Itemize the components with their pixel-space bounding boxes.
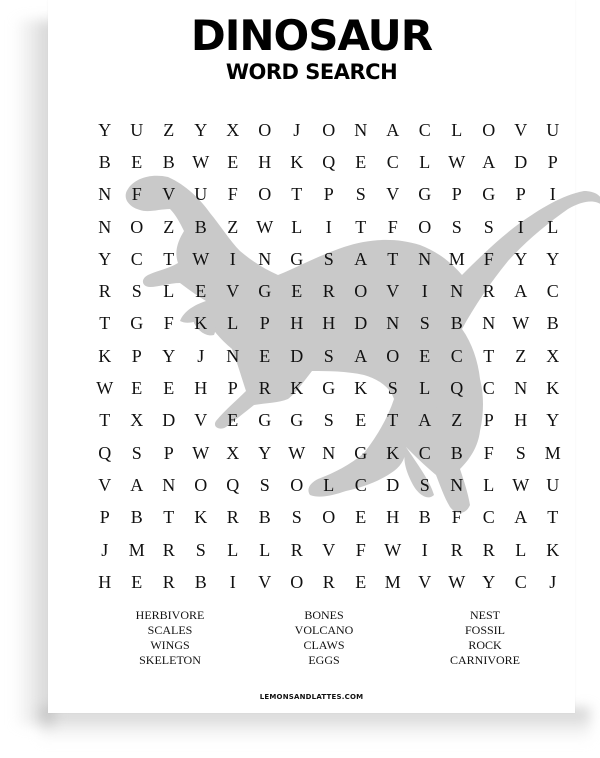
grid-letter[interactable]: U — [130, 119, 144, 140]
grid-letter[interactable]: V — [258, 571, 272, 592]
grid-letter[interactable]: Z — [451, 410, 463, 431]
grid-letter[interactable]: L — [163, 281, 175, 302]
letter-grid — [89, 114, 569, 598]
grid-letter[interactable]: A — [386, 119, 400, 140]
grid-letter[interactable]: K — [194, 313, 208, 334]
grid-row — [89, 308, 569, 340]
grid-letter[interactable]: N — [98, 216, 112, 237]
grid-letter[interactable]: C — [418, 442, 432, 463]
grid-letter[interactable]: E — [195, 281, 207, 302]
grid-letter[interactable]: R — [322, 571, 336, 592]
grid-letter[interactable]: T — [387, 248, 399, 269]
worksheet-page — [48, 0, 575, 713]
word-list-item: EGGS — [308, 653, 340, 667]
grid-letter[interactable]: B — [194, 571, 208, 592]
grid-letter[interactable]: I — [517, 216, 525, 237]
grid-letter[interactable]: R — [482, 281, 496, 302]
word-list-item: FOSSIL — [464, 623, 505, 637]
grid-letter[interactable]: O — [386, 345, 400, 366]
grid-letter[interactable]: K — [386, 442, 400, 463]
grid-letter[interactable]: L — [323, 474, 335, 495]
grid-letter[interactable]: V — [514, 119, 528, 140]
grid-letter[interactable]: P — [547, 151, 559, 172]
grid-letter[interactable]: E — [131, 151, 143, 172]
word-list-column-2 — [259, 608, 389, 668]
grid-letter[interactable]: I — [421, 281, 429, 302]
grid-letter[interactable]: B — [258, 507, 272, 528]
grid-letter[interactable]: R — [162, 539, 176, 560]
grid-letter[interactable]: P — [483, 410, 495, 431]
grid-letter[interactable]: H — [194, 378, 208, 399]
grid-letter[interactable]: F — [451, 507, 463, 528]
grid-letter[interactable]: U — [546, 474, 560, 495]
grid-letter[interactable]: V — [418, 571, 432, 592]
grid-letter[interactable]: P — [515, 184, 527, 205]
grid-row — [89, 114, 569, 146]
grid-letter[interactable]: K — [290, 151, 304, 172]
grid-letter[interactable]: W — [512, 313, 530, 334]
grid-letter[interactable]: R — [450, 539, 464, 560]
grid-row — [89, 566, 569, 598]
grid-letter[interactable]: G — [322, 378, 336, 399]
grid-letter[interactable]: C — [354, 474, 368, 495]
grid-row — [89, 211, 569, 243]
word-list-item: VOLCANO — [294, 623, 354, 637]
grid-letter[interactable]: Z — [163, 216, 175, 237]
page-subtitle: WORD SEARCH — [225, 60, 398, 84]
grid-letter[interactable]: Y — [546, 248, 560, 269]
grid-letter[interactable]: L — [515, 539, 527, 560]
grid-row — [89, 146, 569, 178]
grid-letter[interactable]: A — [354, 345, 368, 366]
grid-row — [89, 437, 569, 469]
grid-letter[interactable]: B — [418, 507, 432, 528]
grid-letter[interactable]: Y — [162, 345, 176, 366]
grid-letter[interactable]: T — [99, 313, 111, 334]
grid-letter[interactable]: F — [483, 442, 495, 463]
grid-letter[interactable]: E — [291, 281, 303, 302]
grid-letter[interactable]: W — [448, 151, 466, 172]
grid-letter[interactable]: S — [291, 507, 303, 528]
grid-letter[interactable]: E — [259, 345, 271, 366]
grid-letter[interactable]: S — [355, 184, 367, 205]
grid-row — [89, 405, 569, 437]
grid-letter[interactable]: B — [162, 151, 176, 172]
grid-letter[interactable]: G — [354, 442, 368, 463]
word-list-item: CARNIVORE — [449, 653, 520, 667]
grid-letter[interactable]: Q — [450, 378, 464, 399]
grid-letter[interactable]: H — [290, 313, 304, 334]
grid-letter[interactable]: Y — [258, 442, 272, 463]
grid-letter[interactable]: S — [131, 442, 143, 463]
grid-letter[interactable]: Y — [98, 248, 112, 269]
grid-letter[interactable]: R — [322, 281, 336, 302]
grid-letter[interactable]: V — [322, 539, 336, 560]
grid-letter[interactable]: V — [226, 281, 240, 302]
grid-letter[interactable]: L — [259, 539, 271, 560]
grid-letter[interactable]: S — [323, 410, 335, 431]
grid-letter[interactable]: T — [291, 184, 303, 205]
grid-letter[interactable]: D — [290, 345, 304, 366]
grid-letter[interactable]: R — [482, 539, 496, 560]
grid-letter[interactable]: T — [483, 345, 495, 366]
grid-letter[interactable]: E — [163, 378, 175, 399]
grid-letter[interactable]: F — [355, 539, 367, 560]
grid-letter[interactable]: G — [258, 410, 272, 431]
grid-letter[interactable]: K — [546, 378, 560, 399]
grid-letter[interactable]: O — [322, 507, 336, 528]
grid-letter[interactable]: Z — [163, 119, 175, 140]
grid-letter[interactable]: O — [290, 474, 304, 495]
grid-letter[interactable]: W — [192, 248, 210, 269]
grid-letter[interactable]: O — [418, 216, 432, 237]
grid-letter[interactable]: L — [451, 119, 463, 140]
word-list-column-1 — [105, 608, 235, 668]
grid-letter[interactable]: D — [162, 410, 176, 431]
grid-letter[interactable]: I — [549, 184, 557, 205]
grid-letter[interactable]: K — [546, 539, 560, 560]
grid-letter[interactable]: N — [418, 248, 432, 269]
grid-letter[interactable]: O — [258, 119, 272, 140]
word-list-item: SCALES — [147, 623, 193, 637]
grid-letter[interactable]: O — [258, 184, 272, 205]
grid-letter[interactable]: R — [290, 539, 304, 560]
grid-letter[interactable]: V — [386, 281, 400, 302]
grid-letter[interactable]: E — [227, 410, 239, 431]
grid-row — [89, 502, 569, 534]
grid-letter[interactable]: S — [483, 216, 495, 237]
grid-letter[interactable]: P — [131, 345, 143, 366]
grid-letter[interactable]: T — [99, 410, 111, 431]
grid-letter[interactable]: J — [549, 571, 557, 592]
page-title: DINOSAUR — [190, 11, 433, 60]
grid-row — [89, 534, 569, 566]
grid-letter[interactable]: H — [514, 410, 528, 431]
grid-letter[interactable]: B — [546, 313, 560, 334]
grid-letter[interactable]: H — [322, 313, 336, 334]
grid-letter[interactable]: N — [514, 378, 528, 399]
grid-row — [89, 372, 569, 404]
grid-letter[interactable]: X — [226, 119, 240, 140]
grid-letter[interactable]: O — [354, 281, 368, 302]
grid-letter[interactable]: V — [98, 474, 112, 495]
grid-letter[interactable]: R — [258, 378, 272, 399]
grid-letter[interactable]: L — [291, 216, 303, 237]
grid-letter[interactable]: L — [483, 474, 495, 495]
grid-letter[interactable]: R — [226, 507, 240, 528]
grid-letter[interactable]: F — [163, 313, 175, 334]
grid-letter[interactable]: V — [386, 184, 400, 205]
grid-letter[interactable]: K — [98, 345, 112, 366]
word-list-item: NEST — [470, 608, 500, 622]
grid-letter[interactable]: M — [384, 571, 402, 592]
grid-letter[interactable]: O — [322, 119, 336, 140]
page-shadow-bottom — [40, 708, 590, 742]
grid-letter[interactable]: P — [99, 507, 111, 528]
grid-letter[interactable]: U — [194, 184, 208, 205]
grid-letter[interactable]: E — [355, 571, 367, 592]
grid-letter[interactable]: G — [290, 248, 304, 269]
grid-letter[interactable]: L — [227, 313, 239, 334]
grid-letter[interactable]: N — [354, 119, 368, 140]
grid-letter[interactable]: I — [229, 571, 237, 592]
grid-letter[interactable]: S — [387, 378, 399, 399]
word-list-item: ROCK — [468, 638, 502, 652]
grid-letter[interactable]: A — [482, 151, 496, 172]
grid-letter[interactable]: S — [323, 248, 335, 269]
grid-letter[interactable]: C — [450, 345, 464, 366]
grid-letter[interactable]: C — [418, 119, 432, 140]
grid-letter[interactable]: A — [514, 507, 528, 528]
grid-letter[interactable]: Y — [194, 119, 208, 140]
footer-website: LEMONSANDLATTES.COM — [259, 693, 364, 701]
grid-letter[interactable]: K — [354, 378, 368, 399]
grid-letter[interactable]: W — [192, 442, 210, 463]
grid-letter[interactable]: H — [386, 507, 400, 528]
grid-letter[interactable]: C — [546, 281, 560, 302]
grid-letter[interactable]: O — [130, 216, 144, 237]
grid-row — [89, 469, 569, 501]
grid-letter[interactable]: K — [290, 378, 304, 399]
grid-letter[interactable]: W — [192, 151, 210, 172]
grid-letter[interactable]: K — [194, 507, 208, 528]
grid-letter[interactable]: N — [482, 313, 496, 334]
grid-letter[interactable]: H — [258, 151, 272, 172]
grid-letter[interactable]: S — [131, 281, 143, 302]
grid-letter[interactable]: V — [194, 410, 208, 431]
grid-letter[interactable]: N — [450, 281, 464, 302]
grid-letter[interactable]: W — [448, 571, 466, 592]
grid-letter[interactable]: L — [419, 378, 431, 399]
grid-letter[interactable]: W — [256, 216, 274, 237]
grid-letter[interactable]: O — [290, 571, 304, 592]
grid-letter[interactable]: B — [130, 507, 144, 528]
grid-letter[interactable]: S — [515, 442, 527, 463]
word-list-item: HERBIVORE — [135, 608, 205, 622]
grid-letter[interactable]: G — [482, 184, 496, 205]
grid-letter[interactable]: G — [418, 184, 432, 205]
grid-letter[interactable]: N — [322, 442, 336, 463]
grid-letter[interactable]: B — [194, 216, 208, 237]
grid-letter[interactable]: C — [482, 507, 496, 528]
grid-letter[interactable]: E — [355, 151, 367, 172]
grid-letter[interactable]: S — [419, 313, 431, 334]
grid-letter[interactable]: E — [131, 378, 143, 399]
grid-letter[interactable]: S — [451, 216, 463, 237]
grid-letter[interactable]: F — [387, 216, 399, 237]
grid-letter[interactable]: A — [130, 474, 144, 495]
grid-letter[interactable]: R — [98, 281, 112, 302]
grid-letter[interactable]: Y — [514, 248, 528, 269]
grid-letter[interactable]: I — [421, 539, 429, 560]
grid-letter[interactable]: E — [355, 507, 367, 528]
grid-letter[interactable]: G — [290, 410, 304, 431]
grid-letter[interactable]: G — [130, 313, 144, 334]
grid-letter[interactable]: F — [227, 184, 239, 205]
grid-letter[interactable]: A — [514, 281, 528, 302]
grid-letter[interactable]: W — [288, 442, 306, 463]
grid-letter[interactable]: Y — [546, 410, 560, 431]
grid-letter[interactable]: W — [512, 474, 530, 495]
grid-letter[interactable]: T — [163, 507, 175, 528]
grid-letter[interactable]: S — [259, 474, 271, 495]
grid-letter[interactable]: N — [98, 184, 112, 205]
grid-letter[interactable]: Y — [98, 119, 112, 140]
grid-letter[interactable]: C — [386, 151, 400, 172]
grid-letter[interactable]: P — [163, 442, 175, 463]
grid-letter[interactable]: N — [386, 313, 400, 334]
grid-letter[interactable]: X — [226, 442, 240, 463]
grid-letter[interactable]: B — [450, 313, 464, 334]
grid-letter[interactable]: B — [98, 151, 112, 172]
grid-letter[interactable]: V — [162, 184, 176, 205]
grid-row — [89, 340, 569, 372]
grid-letter[interactable]: C — [514, 571, 528, 592]
grid-letter[interactable]: F — [483, 248, 495, 269]
word-list-item: CLAWS — [303, 638, 345, 652]
grid-letter[interactable]: J — [101, 539, 109, 560]
grid-letter[interactable]: I — [325, 216, 333, 237]
grid-letter[interactable]: O — [482, 119, 496, 140]
grid-letter[interactable]: H — [98, 571, 112, 592]
grid-row — [89, 179, 569, 211]
grid-letter[interactable]: J — [293, 119, 301, 140]
word-list-item: BONES — [304, 608, 344, 622]
grid-letter[interactable]: I — [229, 248, 237, 269]
grid-letter[interactable]: Y — [482, 571, 496, 592]
grid-row — [89, 275, 569, 307]
word-list-item: SKELETON — [139, 653, 201, 667]
grid-letter[interactable]: Q — [226, 474, 240, 495]
grid-letter[interactable]: Z — [227, 216, 239, 237]
grid-letter[interactable]: T — [163, 248, 175, 269]
grid-letter[interactable]: E — [355, 410, 367, 431]
grid-letter[interactable]: N — [450, 474, 464, 495]
grid-letter[interactable]: E — [419, 345, 431, 366]
grid-letter[interactable]: M — [128, 539, 146, 560]
grid-letter[interactable]: S — [323, 345, 335, 366]
grid-letter[interactable]: U — [546, 119, 560, 140]
grid-letter[interactable]: L — [547, 216, 559, 237]
grid-letter[interactable]: D — [386, 474, 400, 495]
grid-letter[interactable]: S — [195, 539, 207, 560]
grid-letter[interactable]: O — [194, 474, 208, 495]
word-list-column-3 — [420, 608, 550, 668]
grid-letter[interactable]: E — [131, 571, 143, 592]
grid-letter[interactable]: Z — [515, 345, 527, 366]
grid-letter[interactable]: L — [419, 151, 431, 172]
grid-letter[interactable]: S — [419, 474, 431, 495]
grid-letter[interactable]: E — [227, 151, 239, 172]
grid-letter[interactable]: F — [131, 184, 143, 205]
grid-letter[interactable]: R — [162, 571, 176, 592]
grid-letter[interactable]: A — [354, 248, 368, 269]
grid-letter[interactable]: G — [258, 281, 272, 302]
word-list-item: WINGS — [150, 638, 190, 652]
grid-letter[interactable]: T — [547, 507, 559, 528]
grid-letter[interactable]: T — [387, 410, 399, 431]
grid-letter[interactable]: C — [130, 248, 144, 269]
grid-letter[interactable]: M — [448, 248, 466, 269]
grid-letter[interactable]: C — [482, 378, 496, 399]
grid-letter[interactable]: Q — [98, 442, 112, 463]
grid-letter[interactable]: N — [226, 345, 240, 366]
grid-letter[interactable]: W — [96, 378, 114, 399]
grid-letter[interactable]: P — [323, 184, 335, 205]
grid-letter[interactable]: N — [258, 248, 272, 269]
grid-letter[interactable]: N — [162, 474, 176, 495]
grid-letter[interactable]: P — [451, 184, 463, 205]
grid-letter[interactable]: T — [355, 216, 367, 237]
grid-letter[interactable]: D — [354, 313, 368, 334]
grid-letter[interactable]: B — [450, 442, 464, 463]
grid-letter[interactable]: J — [197, 345, 205, 366]
grid-letter[interactable]: L — [227, 539, 239, 560]
grid-letter[interactable]: D — [514, 151, 528, 172]
grid-letter[interactable]: W — [384, 539, 402, 560]
grid-row — [89, 243, 569, 275]
grid-letter[interactable]: M — [544, 442, 562, 463]
grid-letter[interactable]: Q — [322, 151, 336, 172]
grid-letter[interactable]: X — [546, 345, 560, 366]
grid-letter[interactable]: P — [259, 313, 271, 334]
grid-letter[interactable]: A — [418, 410, 432, 431]
grid-letter[interactable]: X — [130, 410, 144, 431]
grid-letter[interactable]: P — [227, 378, 239, 399]
